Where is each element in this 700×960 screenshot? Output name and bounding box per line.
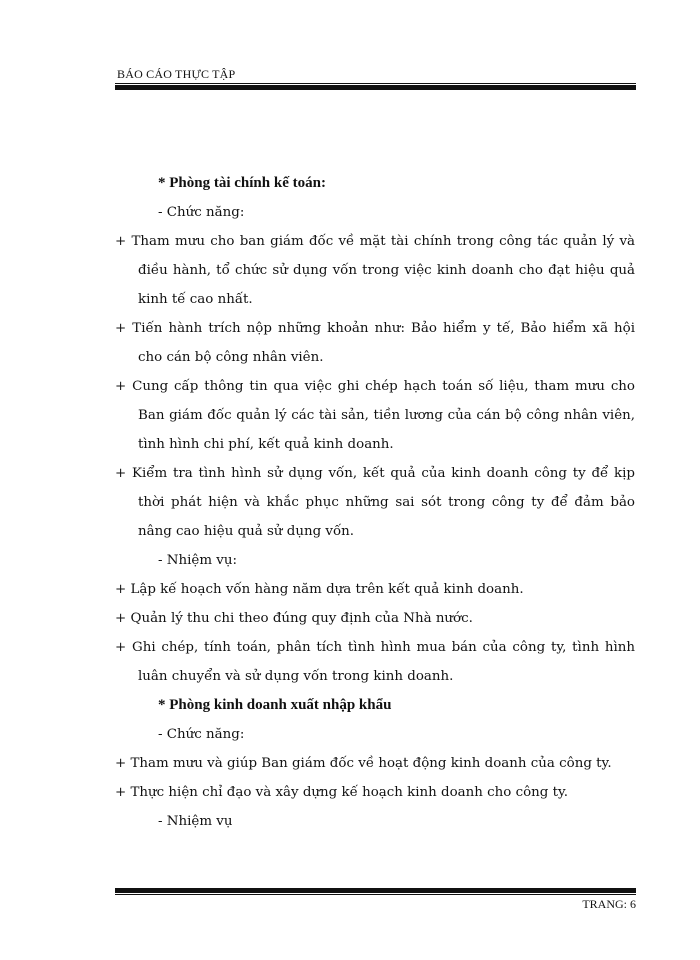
bullet-paragraph: + Tham mưu và giúp Ban giám đốc về hoạt động kinh doanh của công ty.: [115, 756, 612, 771]
subheading-duties: - Nhiệm vụ: [158, 814, 233, 829]
subheading-functions: - Chức năng:: [158, 727, 245, 742]
bullet-paragraph: + Thực hiện chỉ đạo và xây dựng kế hoạch kinh doanh cho công ty.: [115, 785, 569, 800]
bullet-paragraph: + Quản lý thu chi theo đúng quy định của Nhà nước.: [115, 611, 473, 626]
subheading-duties: - Nhiệm vụ:: [158, 553, 237, 568]
bullet-paragraph: + Cung cấp thông tin qua việc ghi chép hạch toán số liệu, tham mưu cho Ban giám đốc quản lý các tài sản, tiền lương của cán bộ công nhân viên, tình hình chi phí, kết quả kinh doanh.: [115, 379, 635, 452]
header-title: BÁO CÁO THỰC TẬP: [117, 67, 236, 81]
page-number: TRANG: 6: [582, 897, 636, 911]
bullet-paragraph: + Tiến hành trích nộp những khoản như: Bảo hiểm y tế, Bảo hiểm xã hội cho cán bộ công nhân viên.: [115, 321, 635, 365]
bullet-paragraph: + Ghi chép, tính toán, phân tích tình hình mua bán của công ty, tình hình luân chuyển và sử dụng vốn trong kinh doanh.: [115, 640, 635, 684]
footer-rule-thick: [115, 888, 636, 893]
bullet-paragraph: + Lập kế hoạch vốn hàng năm dựa trên kết quả kinh doanh.: [115, 582, 524, 597]
subheading-functions: - Chức năng:: [158, 205, 245, 220]
bullet-paragraph: + Tham mưu cho ban giám đốc về mặt tài chính trong công tác quản lý và điều hành, tổ chức sử dụng vốn trong việc kinh doanh cho đạt hiệu quả kinh tế cao nhất.: [115, 234, 635, 307]
section-heading-finance: * Phòng tài chính kế toán:: [158, 175, 326, 191]
bullet-paragraph: + Kiểm tra tình hình sử dụng vốn, kết quả của kinh doanh công ty để kịp thời phát hiện và khắc phục những sai sót trong công ty để đảm bảo nâng cao hiệu quả sử dụng vốn.: [115, 466, 635, 539]
header-rule-thin: [115, 83, 636, 84]
section-heading-import-export: * Phòng kinh doanh xuất nhập khẩu: [158, 697, 392, 713]
footer-rule-thin: [115, 894, 636, 895]
header-rule-thick: [115, 85, 636, 90]
document-body: [115, 169, 635, 836]
